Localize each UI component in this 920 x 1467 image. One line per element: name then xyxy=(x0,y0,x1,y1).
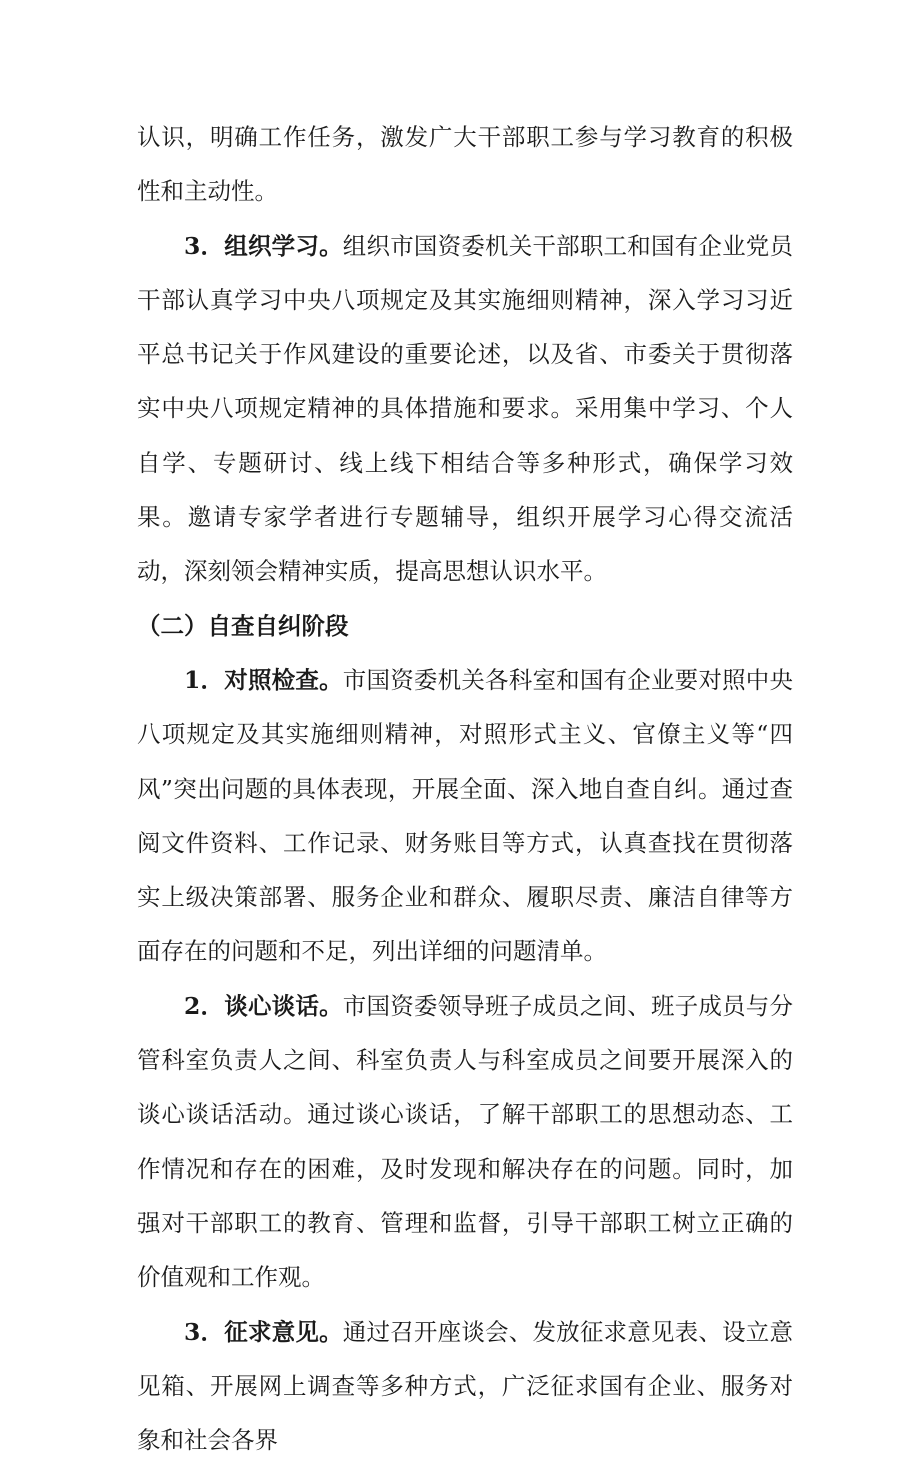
paragraph-opinions xyxy=(137,1305,793,1467)
paragraph-lead: 1．对照检查。 xyxy=(184,665,343,694)
section-heading-text: （二）自查自纠阶段 xyxy=(137,611,349,640)
paragraph-body: 认识，明确工作任务，激发广大干部职工参与学习教育的积极性和主动性。 xyxy=(137,123,793,206)
paragraph-body: 通过召开座谈会、发放征求意见表、设立意见箱、开展网上调查等多种方式，广泛征求国有企业、服务对象和社会各界 xyxy=(137,1317,793,1455)
paragraph-organize-study xyxy=(137,219,793,599)
document-body xyxy=(137,110,793,1467)
paragraph-talk xyxy=(137,979,793,1305)
paragraph-lead: 2．谈心谈话。 xyxy=(184,991,343,1020)
section-heading xyxy=(137,599,793,653)
paragraph-check xyxy=(137,653,793,979)
paragraph-body: 组织市国资委机关干部职工和国有企业党员干部认真学习中央八项规定及其实施细则精神，深入学习习近平总书记关于作风建设的重要论述，以及省、市委关于贯彻落实中央八项规定精神的具体措施和要求。采用集中学习、个人自学、专题研讨、线上线下相结合等多种形式，确保学习效果。邀请专家学者进行专题辅导，组织开展学习心得交流活动，深刻领会精神实质，提高思想认识水平。 xyxy=(137,231,793,586)
paragraph-body: 市国资委机关各科室和国有企业要对照中央八项规定及其实施细则精神，对照形式主义、官僚主义等“四风”突出问题的具体表现，开展全面、深入地自查自纠。通过查阅文件资料、工作记录、财务账目等方式，认真查找在贯彻落实上级决策部署、服务企业和群众、履职尽责、廉洁自律等方面存在的问题和不足，列出详细的问题清单。 xyxy=(137,665,793,966)
paragraph-continuation xyxy=(137,110,793,219)
paragraph-lead: 3．征求意见。 xyxy=(184,1317,343,1346)
paragraph-body: 市国资委领导班子成员之间、班子成员与分管科室负责人之间、科室负责人与科室成员之间要开展深入的谈心谈话活动。通过谈心谈话，了解干部职工的思想动态、工作情况和存在的困难，及时发现和解决存在的问题。同时，加强对干部职工的教育、管理和监督，引导干部职工树立正确的价值观和工作观。 xyxy=(137,991,793,1292)
paragraph-lead: 3．组织学习。 xyxy=(184,231,343,260)
